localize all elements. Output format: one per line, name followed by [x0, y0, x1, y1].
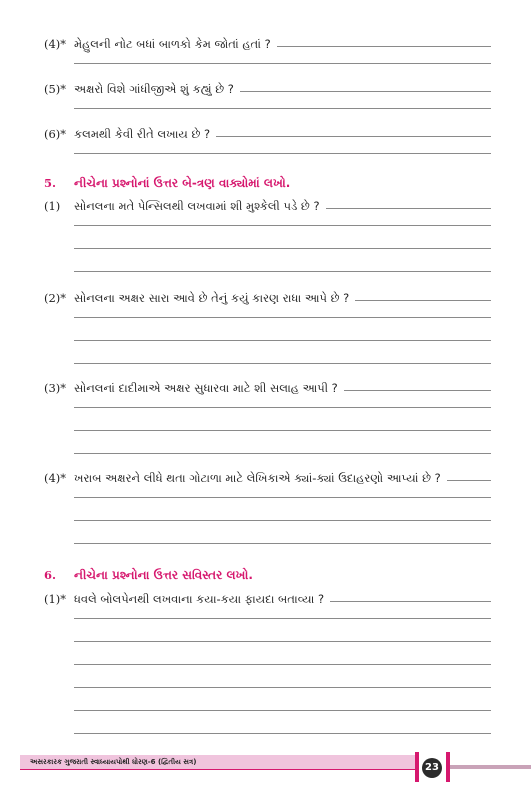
answer-line[interactable] [447, 480, 491, 481]
section-5-question-3 [44, 380, 491, 454]
section-5-heading [44, 176, 290, 191]
section-number: 6. [44, 568, 57, 582]
question-4 [44, 36, 491, 64]
question-number: (6)* [44, 127, 67, 141]
answer-line[interactable] [74, 317, 491, 318]
section-number: 5. [44, 176, 57, 190]
question-number: (4)* [44, 37, 67, 51]
question-text: અક્ષરો વિશે ગાંધીજીએ શું કહ્યું છે ? [74, 82, 234, 96]
question-text: સોનલના મતે પેન્સિલથી લખવામાં શી મુશ્કેલી પડે છે ? [74, 199, 320, 213]
answer-line[interactable] [74, 407, 491, 408]
footer-book-title: અસરકારક ગુજરાતી સ્વાધ્યાયપોથી ધોરણ-6 (દ્વિતીય સત્ર) [30, 758, 197, 766]
section-6-heading [44, 568, 253, 583]
answer-line[interactable] [355, 300, 491, 301]
section-5-question-4 [44, 470, 491, 544]
section-6-question-1 [44, 591, 491, 734]
footer-rule [20, 769, 415, 770]
answer-line[interactable] [74, 63, 491, 64]
answer-line[interactable] [74, 453, 491, 454]
answer-line[interactable] [74, 710, 491, 711]
answer-line[interactable] [326, 208, 491, 209]
section-title: નીચેના પ્રશ્નોના ઉત્તર સવિસ્તર લખો. [74, 568, 253, 582]
question-text: ખરાબ અક્ષરને લીધે થતા ગોટાળા માટે લેખિકાએ ક્યાં-ક્યાં ઉદાહરણો આપ્યાં છે ? [74, 471, 441, 485]
question-number: (1) [44, 199, 61, 213]
footer-accent-bar [415, 752, 419, 782]
answer-line[interactable] [240, 91, 491, 92]
answer-line[interactable] [74, 340, 491, 341]
answer-line[interactable] [74, 497, 491, 498]
page-footer [0, 752, 531, 782]
section-title: નીચેના પ્રશ્નોનાં ઉત્તર બે-ત્રણ વાક્યોમાં લખો. [74, 176, 291, 190]
answer-line[interactable] [344, 390, 491, 391]
answer-line[interactable] [74, 687, 491, 688]
question-text: કલમથી કેવી રીતે લખાય છે ? [74, 127, 211, 141]
answer-line[interactable] [74, 543, 491, 544]
question-5 [44, 81, 491, 109]
answer-line[interactable] [74, 225, 491, 226]
question-number: (5)* [44, 82, 67, 96]
answer-line[interactable] [74, 430, 491, 431]
answer-line[interactable] [74, 153, 491, 154]
question-text: સોનલના અક્ષર સારા આવે છે તેનું કયું કારણ રાધા આપે છે ? [74, 291, 350, 305]
answer-line[interactable] [216, 136, 491, 137]
answer-line[interactable] [74, 618, 491, 619]
answer-line[interactable] [277, 46, 491, 47]
question-number: (2)* [44, 291, 67, 305]
answer-line[interactable] [330, 601, 491, 602]
question-number: (4)* [44, 471, 67, 485]
question-6 [44, 126, 491, 154]
question-number: (3)* [44, 381, 67, 395]
answer-line[interactable] [74, 248, 491, 249]
answer-line[interactable] [74, 271, 491, 272]
answer-line[interactable] [74, 108, 491, 109]
question-text: ધવલે બોલપેનથી લખવાના કયા-કયા ફાયદા બતાવ્યા ? [74, 592, 325, 606]
answer-line[interactable] [74, 520, 491, 521]
answer-line[interactable] [74, 363, 491, 364]
footer-rule [450, 765, 531, 769]
answer-line[interactable] [74, 733, 491, 734]
question-text: સોનલનાં દાદીમાએ અક્ષર સુધારવા માટે શી સલાહ આપી ? [74, 381, 338, 395]
answer-line[interactable] [74, 641, 491, 642]
page-number: 23 [422, 758, 442, 778]
answer-line[interactable] [74, 664, 491, 665]
section-5-question-1 [44, 198, 491, 272]
question-number: (1)* [44, 592, 67, 606]
question-text: મેહુલની નોટ બધાં બાળકો કેમ જોતાં હતાં ? [74, 37, 271, 51]
section-5-question-2 [44, 290, 491, 364]
